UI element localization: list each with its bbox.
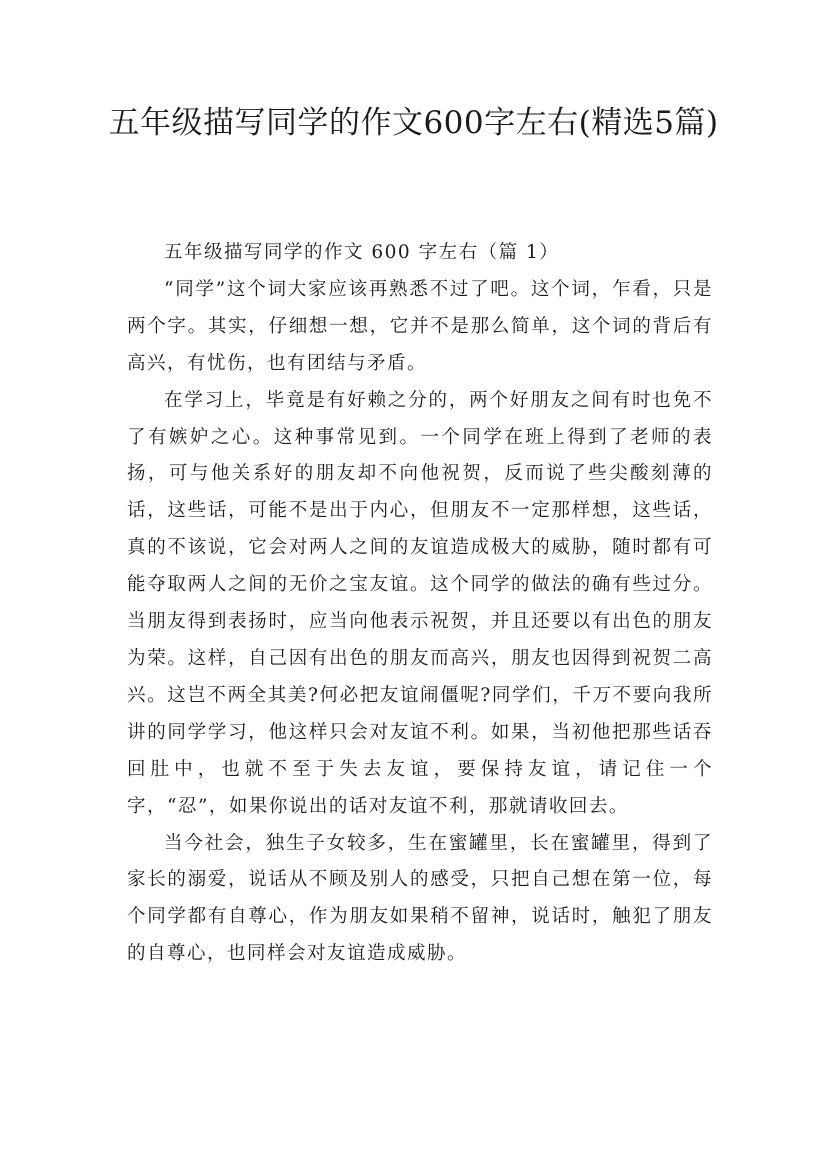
- document-body: [127, 235, 713, 973]
- paragraph-2: 在学习上，毕竟是有好赖之分的，两个好朋友之间有时也免不了有嫉妒之心。这种事常见到。一个同学在班上得到了老师的表扬，可与他关系好的朋友却不向他祝贺，反而说了些尖酸刻薄的话，这些话，可能不是出于内心，但朋友不一定那样想，这些话，真的不该说，它会对两人之间的友谊造成极大的威胁，随时都有可能夺取两人之间的无价之宝友谊。这个同学的做法的确有些过分。当朋友得到表扬时，应当向他表示祝贺，并且还要以有出色的朋友为荣。这样，自己因有出色的朋友而高兴，朋友也因得到祝贺二高兴。这岂不两全其美?何必把友谊闹僵呢?同学们，千万不要向我所讲的同学学习，他这样只会对友谊不利。如果，当初他把那些话吞回肚中，也就不至于失去友谊，要保持友谊，请记住一个字，“忍”，如果你说出的话对友谊不利，那就请收回去。: [127, 389, 713, 817]
- paragraph-3: 当今社会，独生子女较多，生在蜜罐里，长在蜜罐里，得到了家长的溺爱，说话从不顾及别人的感受，只把自己想在第一位，每个同学都有自尊心，作为朋友如果稍不留神，说话时，触犯了朋友的自尊心，也同样会对友谊造成威胁。: [127, 832, 713, 965]
- document-title: 五年级描写同学的作文600字左右(精选5篇): [108, 105, 719, 141]
- paragraph-1: “同学”这个词大家应该再熟悉不过了吧。这个词，乍看，只是两个字。其实，仔细想一想，它并不是那么简单，这个词的背后有高兴，有忧伤，也有团结与矛盾。: [127, 278, 713, 374]
- section-heading: 五年级描写同学的作文 600 字左右（篇 1）: [164, 242, 560, 263]
